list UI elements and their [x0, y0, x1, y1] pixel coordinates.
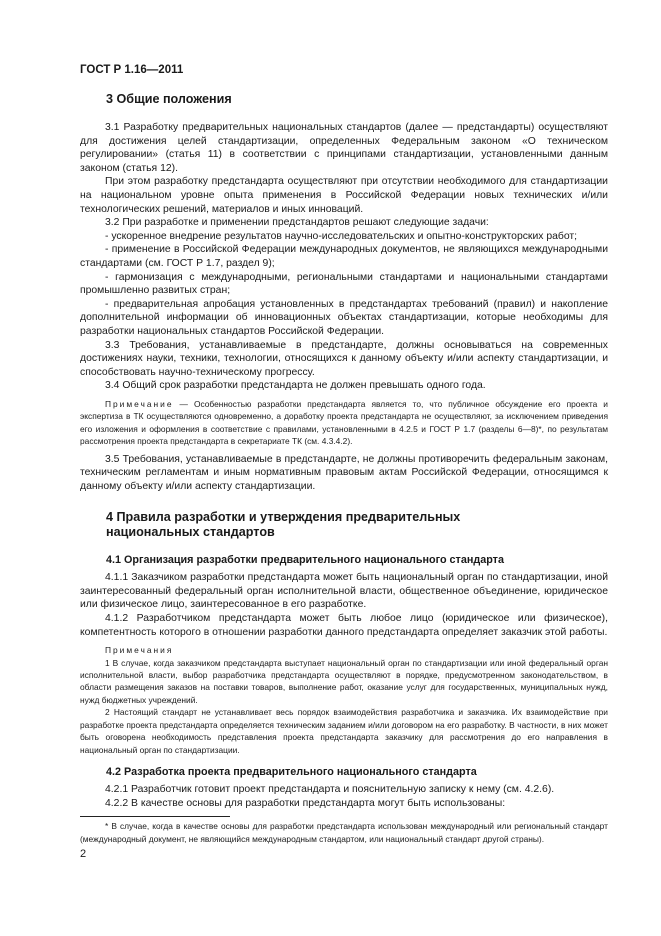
list-item: - гармонизация с международными, региональными стандартами и национальными стандартами промышленно развитых стран;: [80, 271, 608, 297]
document-header: ГОСТ Р 1.16—2011: [80, 64, 184, 76]
note-label: Примечание: [105, 398, 174, 409]
paragraph-3-2: 3.2 При разработке и применении предстандартов решают следующие задачи:: [105, 217, 489, 229]
section-4-title: [106, 510, 608, 540]
page-number: 2: [80, 848, 87, 860]
list-item: - предварительная апробация установленных в предстандартах требований (правил) и накопление дополнительной информации об инновационных объектах стандартизации, которые необходимы для разработки национальных стандартов Российской Федерации.: [80, 298, 608, 337]
subsection-4-1-title: 4.1 Организация разработки предварительного национального стандарта: [106, 554, 504, 567]
note-text: — Особенностью разработки предстандарта является то, что публичное обсуждение его проекта и экспертиза в ТК осуществляются одновременно, а доработку проекта предстандарта не осуществляют, за исключением приведения его изложения и оформления в соответствие с правилами, установленными в 4.2.5 и ГОСТ Р 1.7 (разделы 6—8)*, по результатам рассмотрения проекта предстандарта в секретариате ТК (см. 4.3.4.2).: [80, 398, 608, 447]
paragraph-3-4: 3.4 Общий срок разработки предстандарта не должен превышать одного года.: [105, 380, 486, 392]
note-2: 2 Настоящий стандарт не устанавливает весь порядок взаимодействия разработчика и заказчика. Их взаимодействие при разработке проекта предстандарта определяется техническим заданием и/или договором на его разработку. В частности, в них может быть оговорена необходимость представления проекта предстандарта заказчику для рассмотрения до его направления в национальный орган по стандартизации.: [80, 707, 608, 755]
section-3-title: 3 Общие положения: [106, 92, 232, 106]
paragraph-4-1-2: 4.1.2 Разработчиком предстандарта может быть любое лицо (юридическое или физическое), компетентность которого в отношении разработки данного предстандарта определяет заказчик этой работы.: [80, 613, 608, 638]
notes-label: Примечания: [105, 645, 174, 656]
section-4-title-line2: национальных стандартов: [106, 525, 275, 540]
note-1: 1 В случае, когда заказчиком предстандарта выступает национальный орган по стандартизации или иной федеральный орган исполнительной власти, выбор разработчика предстандарта осуществляют в порядке, предусмотренном законодательством, в области размещения заказов на поставки товаров, выполнение работ, оказание услуг для государственных, муниципальных нужд, нужд бюджетных учреждений.: [80, 657, 608, 705]
paragraph-3-1: 3.1 Разработку предварительных национальных стандартов (далее — предстандарты) осуществляют для достижения целей стандартизации, определенных Федеральным законом «О техническом регулировании» (статья 11) в соответствии с принципами стандартизации, установленными данным законом (статья 12).: [80, 122, 608, 174]
subsection-4-2-title: 4.2 Разработка проекта предварительного национального стандарта: [106, 765, 477, 778]
note-3-4: [80, 398, 608, 448]
section-4-title-line1: 4 Правила разработки и утверждения предварительных: [106, 510, 461, 525]
footnote: * В случае, когда в качестве основы для разработки предстандарта использован международный или региональный стандарт (международный документ, не являющийся международным стандартом, или национальный стандарт другой страны).: [80, 821, 608, 844]
paragraph-3-1-cont: При этом разработку предстандарта осуществляют при отсутствии необходимого для стандартизации на национальном уровне опыта применения в Российской Федерации новых технических и/или технологических решений, материалов и иных инноваций.: [80, 176, 608, 215]
paragraph-3-3: 3.3 Требования, устанавливаемые в предстандарте, должны основываться на современных достижениях науки, техники, технологии, относящихся к данному объекту и/или аспекту стандартизации, и способствовать научно-техническому прогрессу.: [80, 339, 608, 378]
paragraph-4-2-2: 4.2.2 В качестве основы для разработки предстандарта могут быть использованы:: [105, 797, 506, 809]
list-item: - применение в Российской Федерации международных документов, не являющихся международными стандартами (см. ГОСТ Р 1.7, раздел 9);: [80, 244, 608, 269]
paragraph-3-5: 3.5 Требования, устанавливаемые в предстандарте, не должны противоречить федеральным законам, техническим регламентам и иным нормативным правовым актам Российской Федерации, относящимся к данному объекту и/или аспекту стандартизации.: [80, 453, 608, 492]
paragraph-4-1-1: 4.1.1 Заказчиком разработки предстандарта может быть национальный орган по стандартизации, иной заинтересованный федеральный орган исполнительной власти, общественное объединение, юридическое или физическое лицо, заинтересованное в его разработке.: [80, 572, 608, 611]
paragraph-4-2-1: 4.2.1 Разработчик готовит проект предстандарта и пояснительную записку к нему (см. 4.2.6).: [105, 783, 555, 795]
page-content: [80, 92, 608, 845]
list-item: - ускоренное внедрение результатов научно-исследовательских и опытно-конструкторских работ;: [105, 230, 578, 242]
